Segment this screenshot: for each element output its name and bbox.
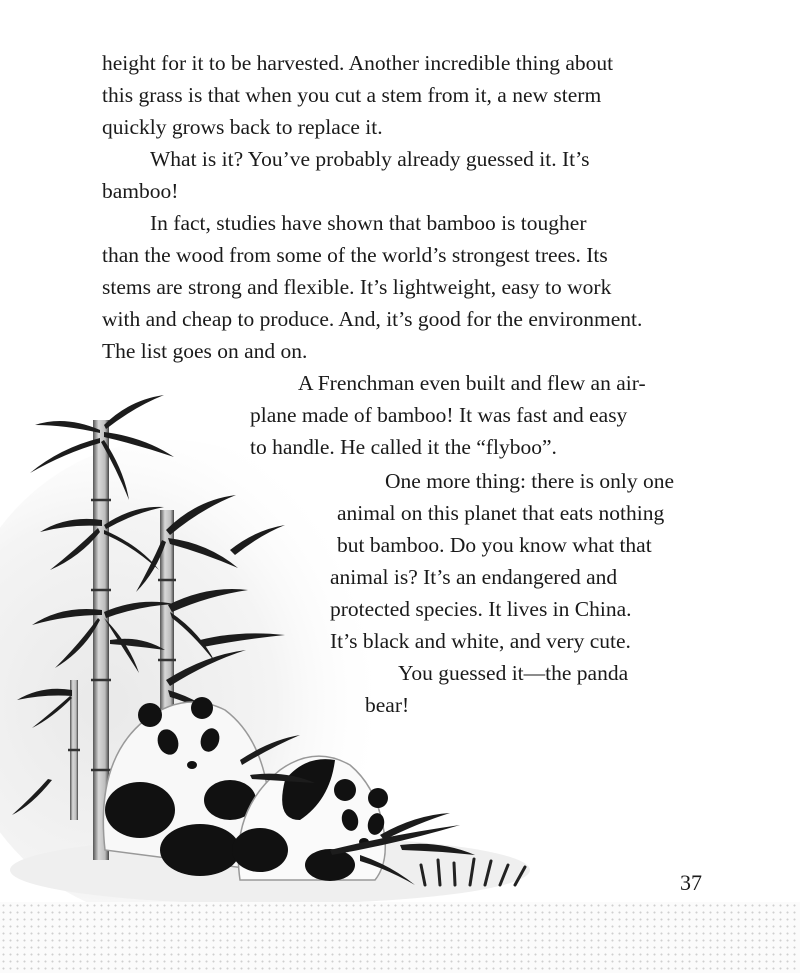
text-line-18: protected species. It lives in China.	[330, 597, 632, 621]
text-line-16: but bamboo. Do you know what that	[337, 533, 652, 557]
text-line-21: bear!	[365, 693, 410, 717]
text-line-19: It’s black and white, and very cute.	[330, 629, 631, 653]
text-line-1: height for it to be harvested. Another incredible thing about	[102, 51, 614, 75]
page-number: 37	[680, 870, 702, 895]
text-line-17: animal is? It’s an endangered and	[330, 565, 618, 589]
text-line-11: A Frenchman even built and flew an air-	[298, 371, 646, 395]
text-line-10: The list goes on and on.	[102, 339, 308, 363]
text-line-20: You guessed it—the panda	[398, 661, 629, 685]
text-line-4: What is it? You’ve probably already guessed it. It’s	[150, 147, 590, 171]
text-line-14: One more thing: there is only one	[385, 469, 674, 493]
text-line-3: quickly grows back to replace it.	[102, 115, 383, 139]
text-line-6: In fact, studies have shown that bamboo is tougher	[150, 211, 587, 235]
text-line-9: with and cheap to produce. And, it’s good for the environment.	[102, 307, 643, 331]
text-line-7: than the wood from some of the world’s strongest trees. Its	[102, 243, 608, 267]
text-line-13: to handle. He called it the “flyboo”.	[250, 435, 557, 459]
dotted-footer-band	[0, 902, 800, 973]
text-line-8: stems are strong and flexible. It’s lightweight, easy to work	[102, 275, 612, 299]
text-line-2: this grass is that when you cut a stem from it, a new sterm	[102, 83, 602, 107]
text-line-5: bamboo!	[102, 179, 179, 203]
text-line-15: animal on this planet that eats nothing	[337, 501, 665, 525]
text-line-12: plane made of bamboo! It was fast and easy	[250, 403, 628, 427]
